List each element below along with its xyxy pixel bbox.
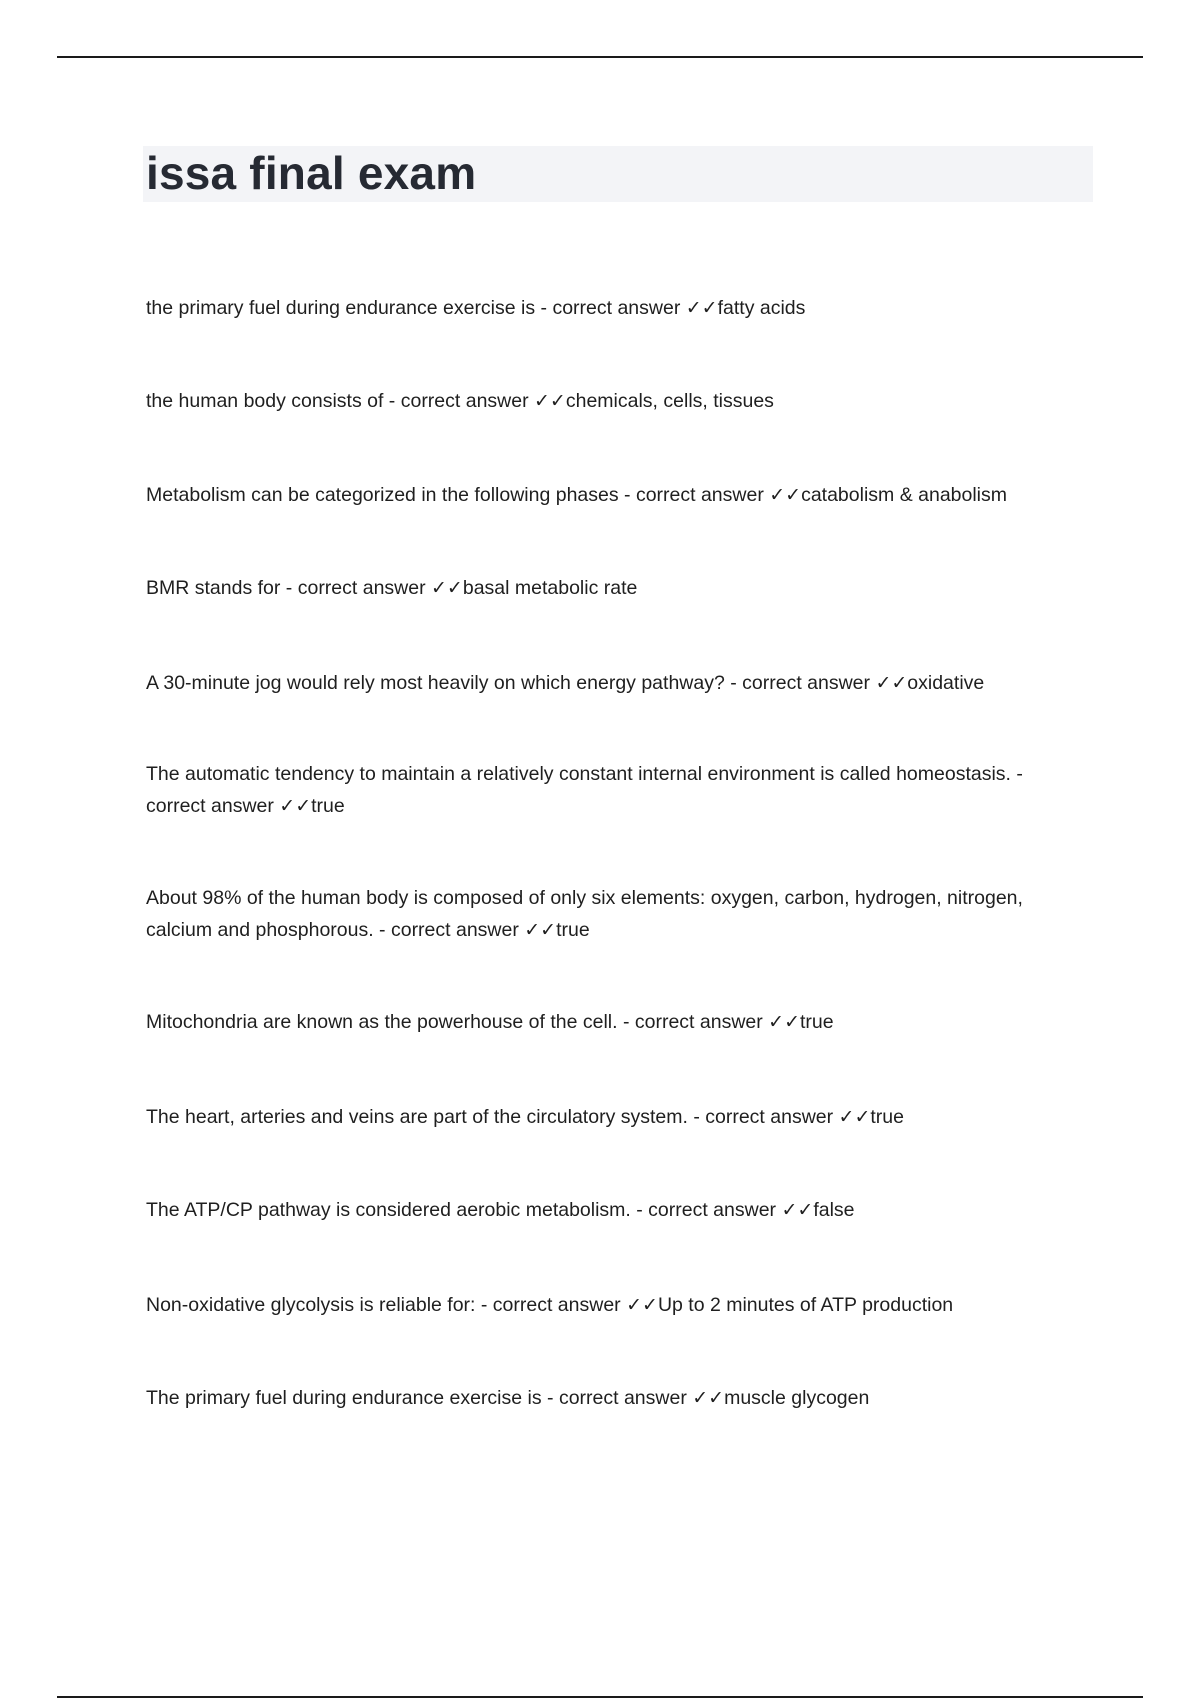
qa-question: the human body consists of [146, 390, 384, 412]
qa-question: the primary fuel during endurance exercise is [146, 297, 536, 319]
qa-separator: - correct answer [630, 1199, 782, 1221]
qa-item [146, 1289, 1076, 1321]
qa-separator: - correct answer [541, 1387, 693, 1409]
checkmark-icon: ✓✓ [685, 297, 718, 319]
qa-separator: - correct answer [687, 1106, 839, 1128]
checkmark-icon: ✓✓ [781, 1199, 814, 1221]
qa-answer: true [800, 1011, 834, 1033]
qa-separator: - correct answer [724, 672, 876, 694]
qa-answer: muscle glycogen [724, 1387, 870, 1409]
qa-separator: - correct answer [617, 1011, 769, 1033]
checkmark-icon: ✓✓ [524, 919, 557, 941]
qa-answer: true [311, 795, 345, 817]
qa-separator: - correct answer [146, 763, 1023, 817]
qa-item [146, 1101, 1076, 1133]
qa-answer: oxidative [907, 672, 985, 694]
qa-question: The heart, arteries and veins are part of the circulatory system. [146, 1106, 688, 1128]
header-rule [57, 56, 1143, 58]
qa-item [146, 479, 1076, 511]
qa-question: Non-oxidative glycolysis is reliable for: [146, 1294, 476, 1316]
qa-answer: basal metabolic rate [462, 577, 638, 599]
qa-answer: chemicals, cells, tissues [565, 390, 774, 412]
checkmark-icon: ✓✓ [431, 577, 463, 599]
qa-item [146, 1194, 1076, 1226]
qa-item [146, 292, 1076, 324]
qa-separator: - correct answer [475, 1294, 627, 1316]
qa-item [146, 1006, 1076, 1038]
qa-answer: fatty acids [717, 297, 806, 319]
qa-answer: false [813, 1199, 855, 1221]
qa-item [146, 572, 1076, 604]
checkmark-icon: ✓✓ [769, 484, 802, 506]
checkmark-icon: ✓✓ [626, 1294, 658, 1316]
qa-question: The ATP/CP pathway is considered aerobic metabolism. [146, 1199, 631, 1221]
qa-question: About 98% of the human body is composed of only six elements: oxygen, carbon, hydrogen, nitrogen, calcium and phosphorous. [146, 887, 1023, 941]
qa-answer: Up to 2 minutes of ATP production [657, 1294, 954, 1316]
checkmark-icon: ✓✓ [875, 672, 908, 694]
qa-separator: - correct answer [373, 919, 525, 941]
footer-rule [57, 1696, 1143, 1698]
qa-separator: - correct answer [383, 390, 535, 412]
qa-separator: - correct answer [280, 577, 432, 599]
qa-item [146, 667, 1076, 699]
qa-question: Mitochondria are known as the powerhouse of the cell. [146, 1011, 618, 1033]
checkmark-icon: ✓✓ [692, 1387, 725, 1409]
qa-separator: - correct answer [535, 297, 686, 319]
checkmark-icon: ✓✓ [279, 795, 312, 817]
qa-item [146, 1382, 1076, 1414]
qa-item [146, 385, 1076, 417]
checkmark-icon: ✓✓ [768, 1011, 800, 1033]
qa-item [146, 758, 1076, 822]
qa-question: A 30-minute jog would rely most heavily on which energy pathway? [146, 672, 725, 694]
qa-question: The primary fuel during endurance exercise is [146, 1387, 542, 1409]
qa-item [146, 882, 1076, 946]
qa-question: Metabolism can be categorized in the following phases [146, 484, 619, 506]
qa-question: BMR stands for [146, 577, 281, 599]
qa-question: The automatic tendency to maintain a relatively constant internal environment is called homeostasis. [146, 763, 1011, 785]
qa-answer: catabolism & anabolism [801, 484, 1008, 506]
qa-answer: true [870, 1106, 904, 1128]
qa-answer: true [556, 919, 590, 941]
qa-separator: - correct answer [618, 484, 770, 506]
page-title: issa final exam [146, 147, 477, 199]
checkmark-icon: ✓✓ [534, 390, 566, 412]
checkmark-icon: ✓✓ [838, 1106, 871, 1128]
